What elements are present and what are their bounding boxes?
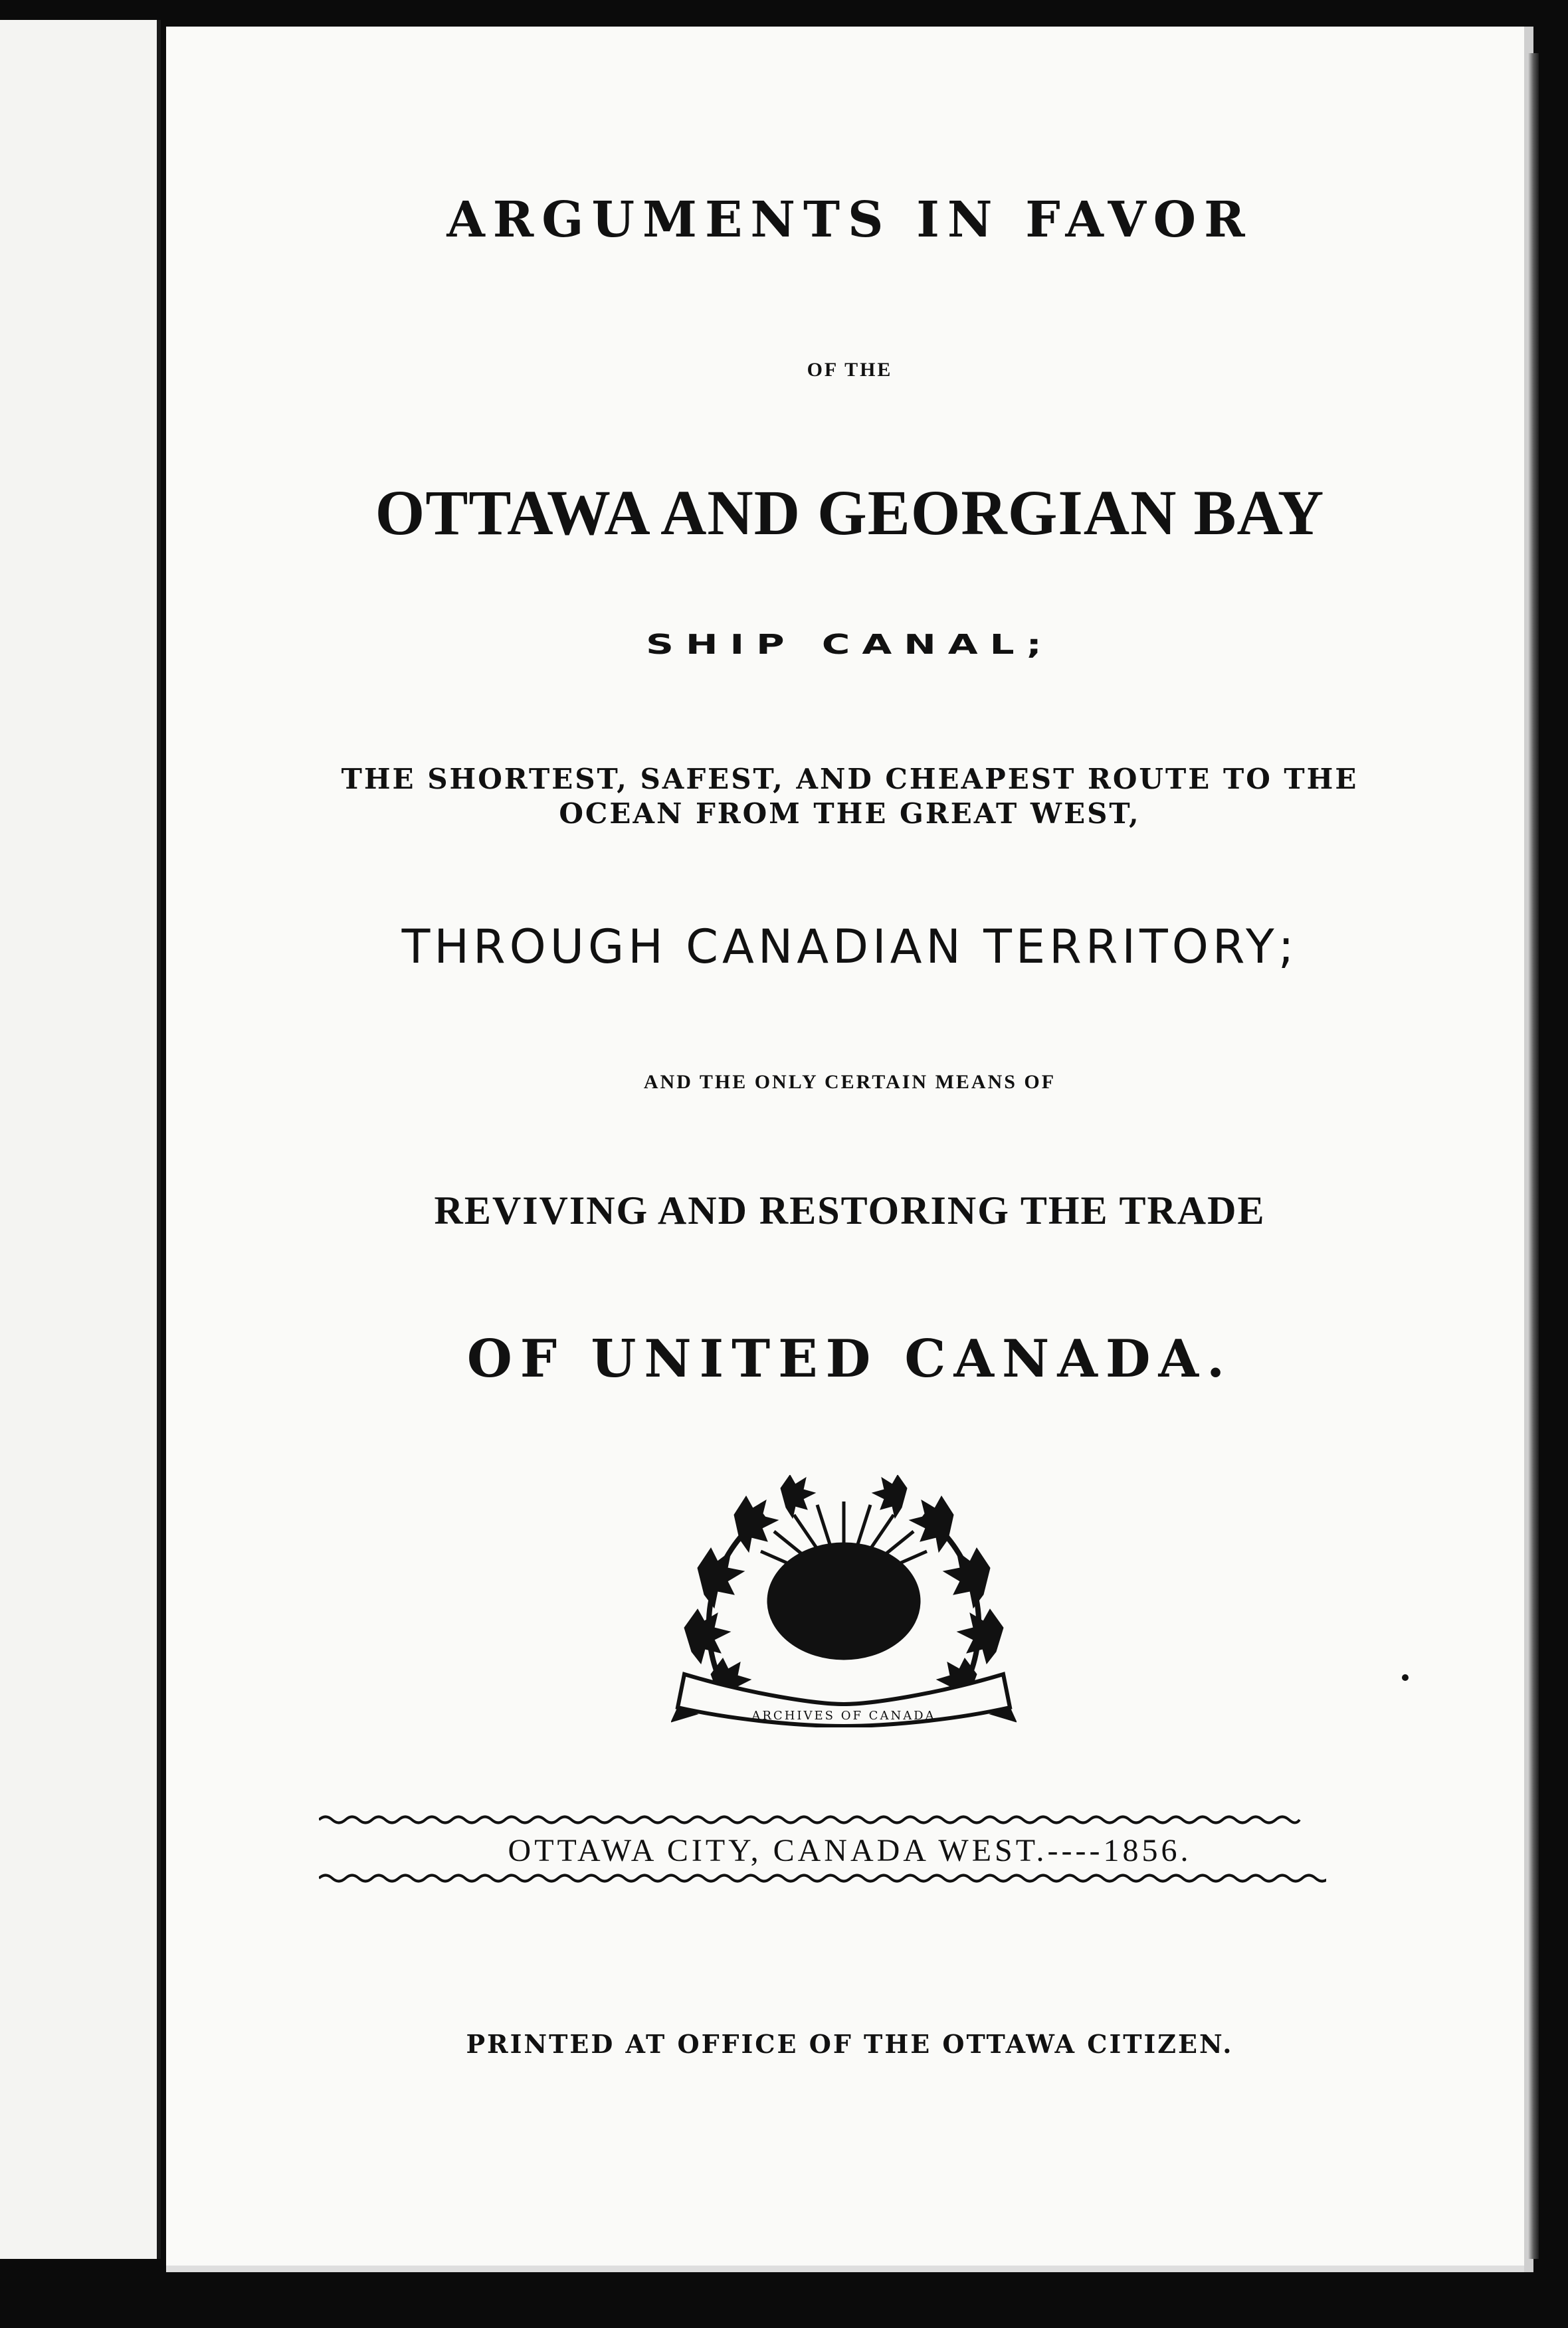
subtitle: SHIP CANAL; — [646, 629, 1054, 660]
imprint-line: OTTAWA CITY, CANADA WEST.----1856. — [508, 1833, 1192, 1868]
previous-page-edge — [0, 20, 161, 2259]
only-means-text: AND THE ONLY CERTAIN MEANS OF — [643, 1071, 1056, 1093]
ink-speck — [1402, 1674, 1409, 1681]
through-territory-text: THROUGH CANADIAN TERRITORY; — [401, 920, 1298, 974]
page-edge-shadow — [1528, 53, 1539, 2259]
printer-line: PRINTED AT OFFICE OF THE OTTAWA CITIZEN. — [466, 2029, 1234, 2059]
reviving-trade-text: REVIVING AND RESTORING THE TRADE — [434, 1189, 1266, 1232]
route-line-2: OCEAN FROM THE GREAT WEST, — [559, 797, 1141, 830]
emblem-ribbon-text: ARCHIVES OF CANADA — [751, 1709, 936, 1723]
route-line-1: THE SHORTEST, SAFEST, AND CHEAPEST ROUTE TO THE — [341, 763, 1359, 795]
title-page — [166, 27, 1533, 2272]
united-canada-text: OF UNITED CANADA. — [466, 1329, 1233, 1389]
ornamental-rule-top — [319, 1812, 1326, 1827]
maple-leaf-wreath-emblem-icon — [671, 1475, 1017, 1727]
of-the-text: OF THE — [807, 359, 893, 381]
ornamental-rule-bottom — [319, 1871, 1326, 1886]
main-title: OTTAWA AND GEORGIAN BAY — [375, 477, 1325, 548]
heading: ARGUMENTS IN FAVOR — [446, 191, 1253, 248]
